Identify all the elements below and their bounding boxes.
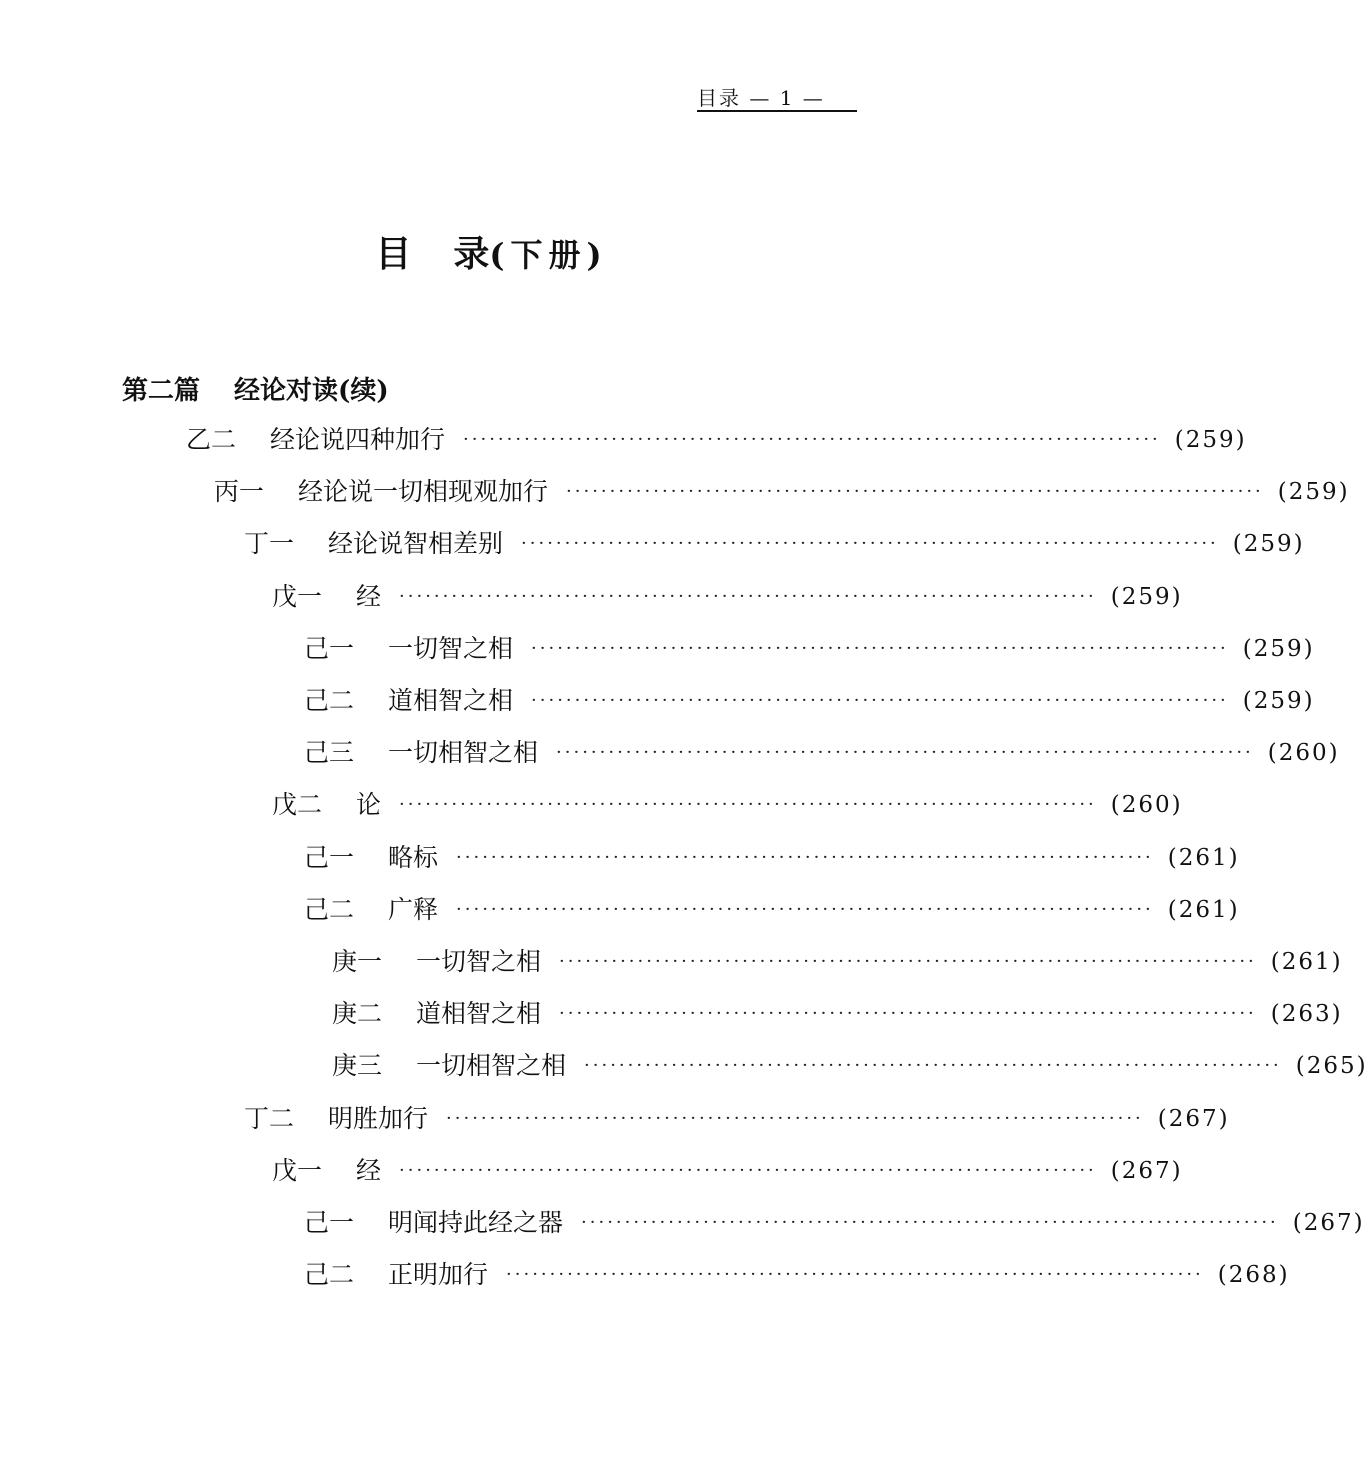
- toc-entry-label: 庚一: [332, 947, 383, 976]
- toc-entry-label: 丁二: [244, 1103, 295, 1133]
- toc-entry: [332, 1046, 1368, 1086]
- toc-entry-label: 戊二: [272, 790, 323, 820]
- toc-entry-page-number: (259): [1232, 531, 1305, 558]
- toc-entry-title: 道相智之相: [388, 686, 514, 715]
- toc-dot-leader: ················································································: [399, 794, 1097, 816]
- toc-entry: [304, 838, 1240, 878]
- toc-entry-title: 略标: [388, 842, 439, 872]
- toc-entry-label: 乙二: [186, 425, 237, 454]
- toc-entry: [304, 733, 1340, 773]
- toc-dot-leader: ················································································: [531, 637, 1229, 659]
- header-rule: [697, 110, 857, 112]
- toc-dot-leader: ················································································: [531, 690, 1229, 711]
- toc-dot-leader: ················································································: [521, 533, 1219, 555]
- toc-entry-title: 经: [356, 581, 382, 611]
- toc-entry-title: 经论说智相差别: [328, 529, 504, 559]
- toc-entry: [272, 1151, 1183, 1191]
- toc-entry-label: 己一: [304, 633, 355, 663]
- toc-dot-leader: ················································································: [581, 1212, 1279, 1233]
- toc-entry: [304, 890, 1240, 930]
- toc-entry-page-number: (263): [1270, 1001, 1343, 1028]
- toc-entry-title: 一切相智之相: [388, 738, 539, 768]
- toc-entry-title: 经论说一切相现观加行: [298, 477, 549, 507]
- title-subtitle: (下册): [489, 236, 608, 274]
- toc-entry-page-number: (261): [1270, 949, 1343, 975]
- toc-entry-label: 戊一: [272, 1155, 323, 1185]
- toc-entry-title: 正明加行: [388, 1260, 489, 1290]
- toc-entry-page-number: (259): [1242, 635, 1315, 662]
- toc-entry-label: 庚二: [332, 999, 383, 1029]
- toc-dot-leader: ················································································: [556, 742, 1254, 764]
- toc-entry-page-number: (267): [1292, 1210, 1365, 1236]
- running-header-text: 目录 — 1 —: [697, 86, 825, 110]
- toc-entry-page-number: (267): [1110, 1157, 1183, 1184]
- toc-entry: [272, 577, 1183, 617]
- toc-entry: [244, 1099, 1230, 1139]
- toc-dot-leader: ················································································: [399, 1159, 1097, 1181]
- toc-entry-title: 经: [356, 1155, 382, 1185]
- toc-entry-label: 己三: [304, 738, 355, 768]
- toc-entry-page-number: (259): [1242, 688, 1315, 714]
- toc-dot-leader: ················································································: [456, 898, 1154, 920]
- toc-dot-leader: ················································································: [559, 1003, 1257, 1025]
- toc-entry-label: 己一: [304, 842, 355, 872]
- toc-entry: [304, 681, 1315, 721]
- toc-entry-label: 丁一: [244, 529, 295, 559]
- toc-dot-leader: ················································································: [506, 1264, 1204, 1286]
- page-title: [0, 226, 983, 277]
- toc-entry-page-number: (261): [1167, 844, 1240, 871]
- toc-dot-leader: ················································································: [456, 846, 1154, 868]
- toc-entry-page-number: (259): [1174, 427, 1247, 453]
- toc-entry-title: 一切智之相: [416, 947, 542, 976]
- part-heading-label: 第二篇: [122, 376, 201, 406]
- toc-entry: [304, 1255, 1290, 1295]
- toc-entry: [244, 524, 1305, 564]
- toc-entry-title: 一切智之相: [388, 633, 514, 663]
- part-heading-text: 经论对读(续): [234, 376, 389, 406]
- toc-entry-title: 经论说四种加行: [270, 425, 446, 454]
- toc-entry-page-number: (259): [1110, 583, 1183, 610]
- toc-entry-label: 己一: [304, 1208, 355, 1237]
- toc-entry-page-number: (265): [1295, 1053, 1368, 1080]
- running-header: [697, 82, 857, 111]
- toc-dot-leader: ················································································: [399, 585, 1097, 607]
- toc-dot-leader: ················································································: [559, 951, 1257, 972]
- toc-entry-title: 道相智之相: [416, 999, 542, 1029]
- toc-entry-title: 一切相智之相: [416, 1051, 567, 1081]
- toc-entry-page-number: (259): [1277, 479, 1350, 506]
- toc-entry: [332, 942, 1343, 982]
- toc-entry-title: 明闻持此经之器: [388, 1208, 564, 1237]
- title-char-1: 目: [375, 233, 414, 275]
- toc-entry: [304, 629, 1315, 669]
- toc-entry: [304, 1203, 1365, 1243]
- toc-entry: [214, 472, 1350, 512]
- toc-entry-title: 论: [356, 790, 382, 820]
- toc-entry-label: 庚三: [332, 1051, 383, 1081]
- toc-entry-title: 明胜加行: [328, 1103, 429, 1133]
- title-char-2: 录: [453, 233, 490, 275]
- toc-entry-label: 己二: [304, 1260, 355, 1290]
- toc-dot-leader: ················································································: [446, 1107, 1144, 1129]
- toc-entry-page-number: (268): [1217, 1262, 1290, 1289]
- part-heading: [122, 370, 389, 407]
- toc-entry-label: 丙一: [214, 477, 265, 507]
- toc-entry-label: 己二: [304, 894, 355, 924]
- toc-entry-page-number: (267): [1157, 1105, 1230, 1132]
- toc-dot-leader: ················································································: [566, 481, 1264, 503]
- toc-entry: [186, 420, 1247, 460]
- toc-entry-page-number: (260): [1110, 792, 1183, 819]
- toc-dot-leader: ················································································: [463, 429, 1161, 450]
- toc-entry-page-number: (260): [1267, 740, 1340, 767]
- toc-entry-label: 己二: [304, 686, 355, 715]
- toc-entry: [332, 994, 1343, 1034]
- toc-entry-title: 广释: [388, 894, 439, 924]
- toc-entry-label: 戊一: [272, 581, 323, 611]
- toc-entry: [272, 785, 1183, 825]
- toc-entry-page-number: (261): [1167, 896, 1240, 923]
- toc-dot-leader: ················································································: [584, 1055, 1282, 1077]
